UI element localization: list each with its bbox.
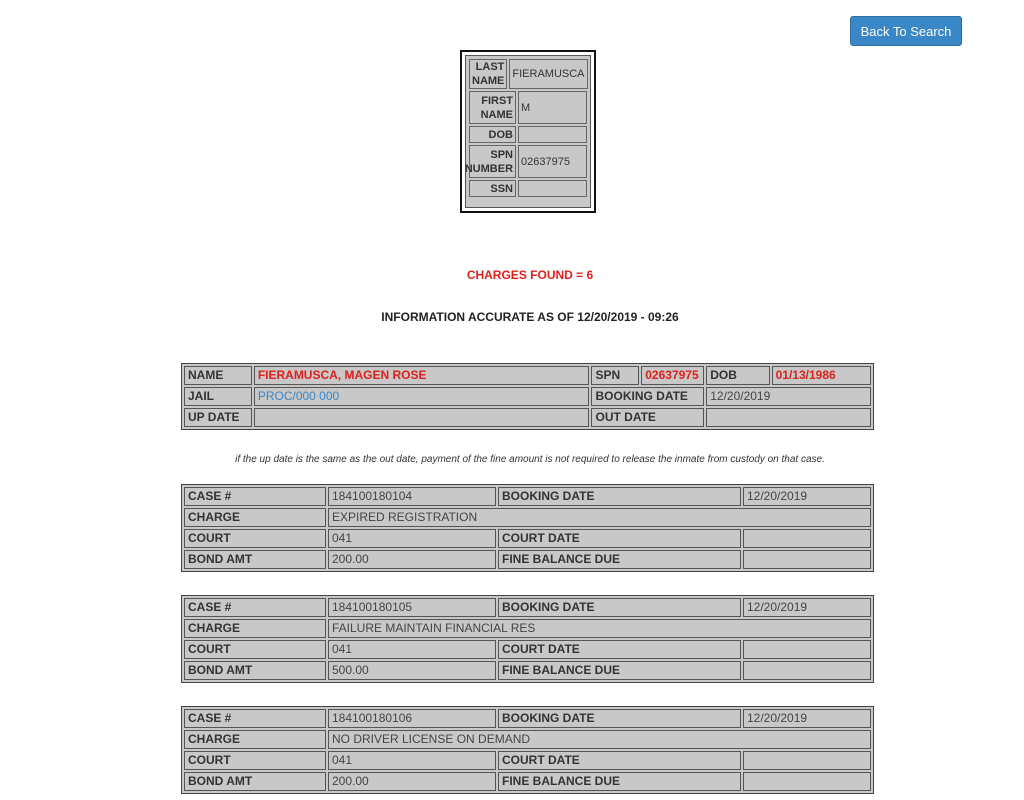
up-date-label: UP DATE xyxy=(184,408,252,427)
criteria-row-first-name xyxy=(469,91,587,124)
bond-amount: 200.00 xyxy=(328,772,496,791)
court-date-label: COURT DATE xyxy=(498,529,741,548)
criteria-value: M xyxy=(518,91,587,124)
fine-balance-due xyxy=(743,772,871,791)
bond-amt-label: BOND AMT xyxy=(184,772,326,791)
criteria-row-spn xyxy=(464,145,587,178)
court-label: COURT xyxy=(184,640,326,659)
case-number: 184100180106 xyxy=(328,709,496,728)
charge-description: EXPIRED REGISTRATION xyxy=(328,508,871,527)
inmate-up-date xyxy=(254,408,590,427)
booking-date-label: BOOKING DATE xyxy=(498,598,741,617)
criteria-value: 02637975 xyxy=(518,145,587,178)
case-number-label: CASE # xyxy=(184,487,326,506)
criteria-label: FIRST NAME xyxy=(469,91,516,124)
court-date-label: COURT DATE xyxy=(498,751,741,770)
criteria-value xyxy=(518,180,587,197)
fine-balance-due xyxy=(743,661,871,680)
criteria-label: LAST NAME xyxy=(469,59,507,89)
court-number: 041 xyxy=(328,529,496,548)
fine-balance-due xyxy=(743,550,871,569)
case-table xyxy=(181,706,874,794)
court-date xyxy=(743,529,871,548)
bond-amount: 200.00 xyxy=(328,550,496,569)
case-booking-date: 12/20/2019 xyxy=(743,709,871,728)
court-label: COURT xyxy=(184,529,326,548)
name-label: NAME xyxy=(184,366,252,385)
criteria-value: FIERAMUSCA xyxy=(509,59,587,89)
inmate-name: FIERAMUSCA, MAGEN ROSE xyxy=(254,366,590,385)
case-number: 184100180104 xyxy=(328,487,496,506)
bond-amount: 500.00 xyxy=(328,661,496,680)
dob-label: DOB xyxy=(706,366,769,385)
case-number: 184100180105 xyxy=(328,598,496,617)
booking-date-label: BOOKING DATE xyxy=(498,709,741,728)
information-accurate-timestamp: INFORMATION ACCURATE AS OF 12/20/2019 - 09:26 xyxy=(381,310,679,324)
charge-label: CHARGE xyxy=(184,619,326,638)
court-number: 041 xyxy=(328,640,496,659)
inmate-out-date xyxy=(706,408,871,427)
case-table xyxy=(181,595,874,683)
charge-label: CHARGE xyxy=(184,730,326,749)
criteria-label: SPN NUMBER xyxy=(469,145,516,178)
charge-label: CHARGE xyxy=(184,508,326,527)
booking-date-label: BOOKING DATE xyxy=(498,487,741,506)
court-date xyxy=(743,640,871,659)
court-date xyxy=(743,751,871,770)
criteria-label: DOB xyxy=(469,126,516,143)
search-criteria-box xyxy=(460,50,596,213)
search-criteria-table xyxy=(465,55,591,208)
payment-note: if the up date is the same as the out date, payment of the fine amount is not required to release the inmate from custody on that case. xyxy=(235,454,825,465)
bond-amt-label: BOND AMT xyxy=(184,550,326,569)
out-date-label: OUT DATE xyxy=(591,408,704,427)
court-date-label: COURT DATE xyxy=(498,640,741,659)
charges-found-count: CHARGES FOUND = 6 xyxy=(466,268,594,282)
inmate-booking-date: 12/20/2019 xyxy=(706,387,871,406)
case-number-label: CASE # xyxy=(184,598,326,617)
charge-description: FAILURE MAINTAIN FINANCIAL RES xyxy=(328,619,871,638)
case-booking-date: 12/20/2019 xyxy=(743,598,871,617)
fine-balance-due-label: FINE BALANCE DUE xyxy=(498,550,741,569)
fine-balance-due-label: FINE BALANCE DUE xyxy=(498,661,741,680)
criteria-row-dob xyxy=(469,126,587,143)
case-booking-date: 12/20/2019 xyxy=(743,487,871,506)
spn-label: SPN xyxy=(591,366,639,385)
bond-amt-label: BOND AMT xyxy=(184,661,326,680)
court-label: COURT xyxy=(184,751,326,770)
inmate-info-table xyxy=(181,363,874,430)
jail-link[interactable]: PROC/000 000 xyxy=(254,387,590,406)
back-to-search-button[interactable]: Back To Search xyxy=(850,16,962,46)
criteria-label: SSN xyxy=(469,180,516,197)
case-number-label: CASE # xyxy=(184,709,326,728)
charge-description: NO DRIVER LICENSE ON DEMAND xyxy=(328,730,871,749)
booking-date-label: BOOKING DATE xyxy=(591,387,704,406)
fine-balance-due-label: FINE BALANCE DUE xyxy=(498,772,741,791)
court-number: 041 xyxy=(328,751,496,770)
inmate-dob: 01/13/1986 xyxy=(772,366,871,385)
criteria-row-ssn xyxy=(469,180,587,197)
criteria-value xyxy=(518,126,587,143)
criteria-row-last-name xyxy=(469,59,587,89)
inmate-spn: 02637975 xyxy=(641,366,704,385)
jail-label: JAIL xyxy=(184,387,252,406)
case-table xyxy=(181,484,874,572)
